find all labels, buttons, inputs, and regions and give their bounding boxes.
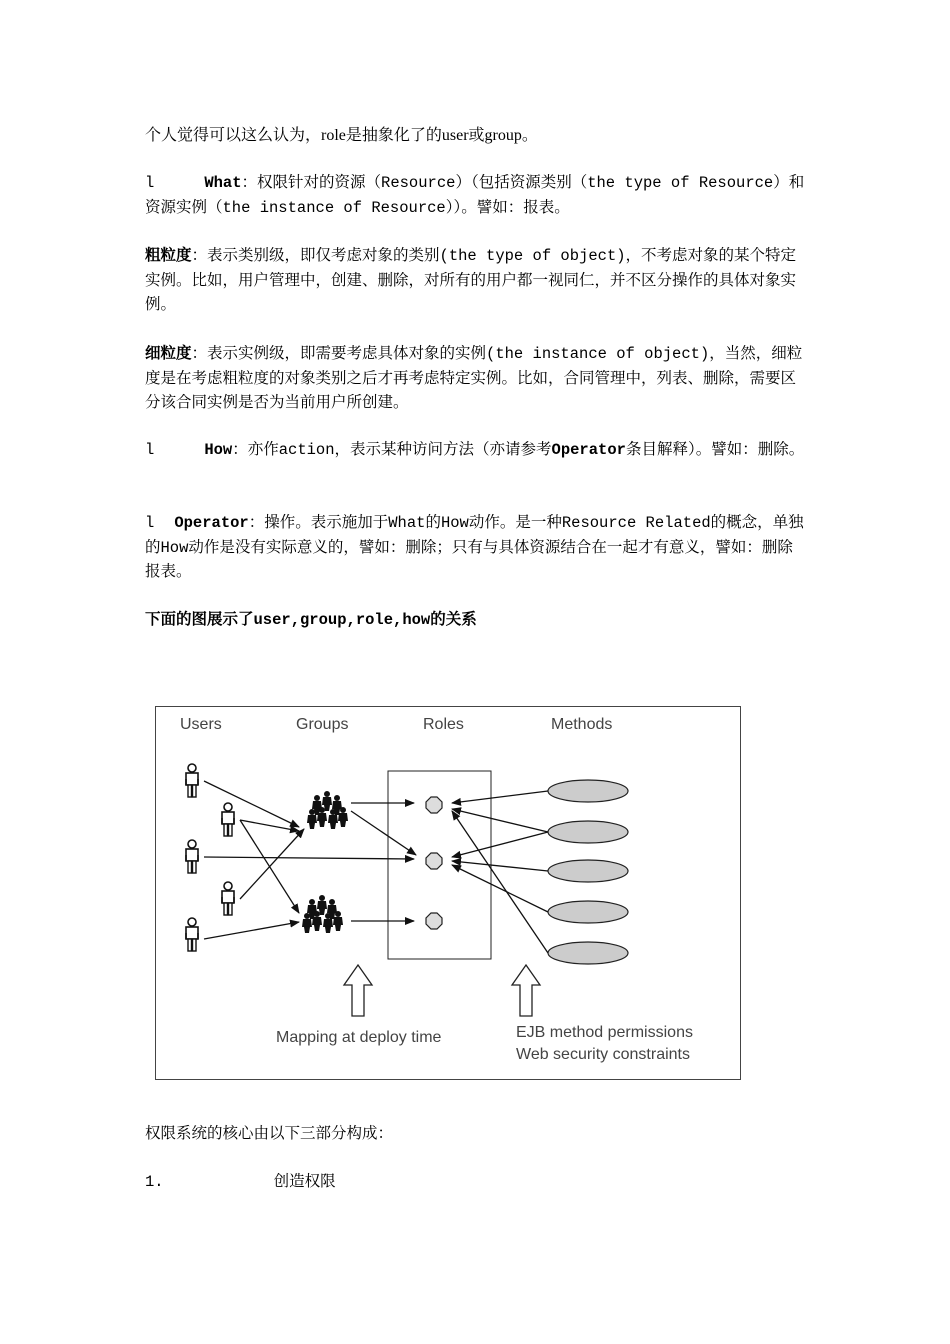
figure-heading: 下面的图展示了user,group,role,how的关系	[145, 611, 477, 629]
list-text: 创造权限	[273, 1173, 336, 1191]
bullet: l	[145, 514, 155, 532]
caption-ejb: EJB method permissions	[516, 1024, 693, 1041]
user-group-role-method-diagram	[155, 706, 741, 1080]
list-number: 1.	[145, 1173, 164, 1191]
role-octagon	[426, 853, 442, 869]
role-octagon	[426, 913, 442, 929]
operator-term: Operator	[174, 514, 249, 532]
caption-web: Web security constraints	[516, 1046, 690, 1063]
roles-column-label: Roles	[423, 716, 464, 733]
caption-mapping: Mapping at deploy time	[276, 1029, 442, 1046]
method-ellipse	[548, 821, 628, 843]
bullet: l	[145, 174, 155, 192]
up-arrow-icon	[512, 965, 540, 1016]
fine-term: 细粒度	[145, 345, 192, 363]
what-paragraph	[145, 171, 807, 220]
group-icon	[307, 791, 348, 829]
intro-paragraph: 个人觉得可以这么认为，role是抽象化了的user或group。	[145, 127, 538, 144]
diagram-svg	[156, 707, 742, 1081]
what-term: What	[204, 174, 242, 192]
method-ellipse	[548, 780, 628, 802]
coarse-term: 粗粒度	[145, 247, 192, 265]
users-column-label: Users	[180, 716, 222, 733]
method-ellipse	[548, 942, 628, 964]
groups-column-label: Groups	[296, 716, 349, 733]
role-octagon	[426, 797, 442, 813]
how-text-b: 条目解释）。譬如：删除。	[625, 441, 805, 459]
user-icon	[186, 918, 198, 951]
fine-text: ：表示实例级，即需要考虑具体对象的实例(the instance of object)，当然，细粒度是在考虑粗粒度的对象类别之后才再考虑特定实例。比如，合同管理中，列表、删除，需要区分该合同实例是否为当前用户所创建。	[145, 345, 803, 412]
group-icon	[302, 895, 343, 933]
coarse-text: ：表示类别级，即仅考虑对象的类别(the type of object)，不考虑对象的某个特定实例。比如，用户管理中，创建、删除，对所有的用户都一视同仁，并不区分操作的具体对象实例。	[145, 247, 797, 314]
methods-column-label: Methods	[551, 716, 613, 733]
up-arrow-icon	[344, 965, 372, 1016]
method-ellipse	[548, 860, 628, 882]
coarse-grain-paragraph	[145, 244, 807, 318]
user-icon	[186, 840, 198, 873]
method-ellipse	[548, 901, 628, 923]
operator-ref: Operator	[551, 441, 626, 459]
group-role-arrows	[351, 803, 416, 921]
user-icon	[186, 764, 198, 797]
fine-grain-paragraph	[145, 342, 807, 416]
operator-paragraph	[145, 511, 807, 585]
user-icon	[222, 803, 234, 836]
method-role-arrows	[452, 791, 548, 953]
operator-text: ：操作。表示施加于What的How动作。是一种Resource Related的概念，单独的How动作是没有实际意义的，譬如：删除；只有与具体资源结合在一起才有意义，譬如：删除报表。	[145, 514, 804, 581]
user-icon	[222, 882, 234, 915]
how-term: How	[204, 441, 233, 459]
core-paragraph: 权限系统的核心由以下三部分构成：	[145, 1125, 394, 1143]
what-text: ：权限针对的资源（Resource）（包括资源类别（the type of Resource）和资源实例（the instance of Resource））。譬如：报表。	[145, 174, 805, 217]
how-text-a: ：亦作action，表示某种访问方法（亦请参考	[232, 441, 552, 459]
how-paragraph	[145, 438, 807, 463]
bullet: l	[145, 441, 155, 459]
list-item	[145, 1170, 807, 1195]
